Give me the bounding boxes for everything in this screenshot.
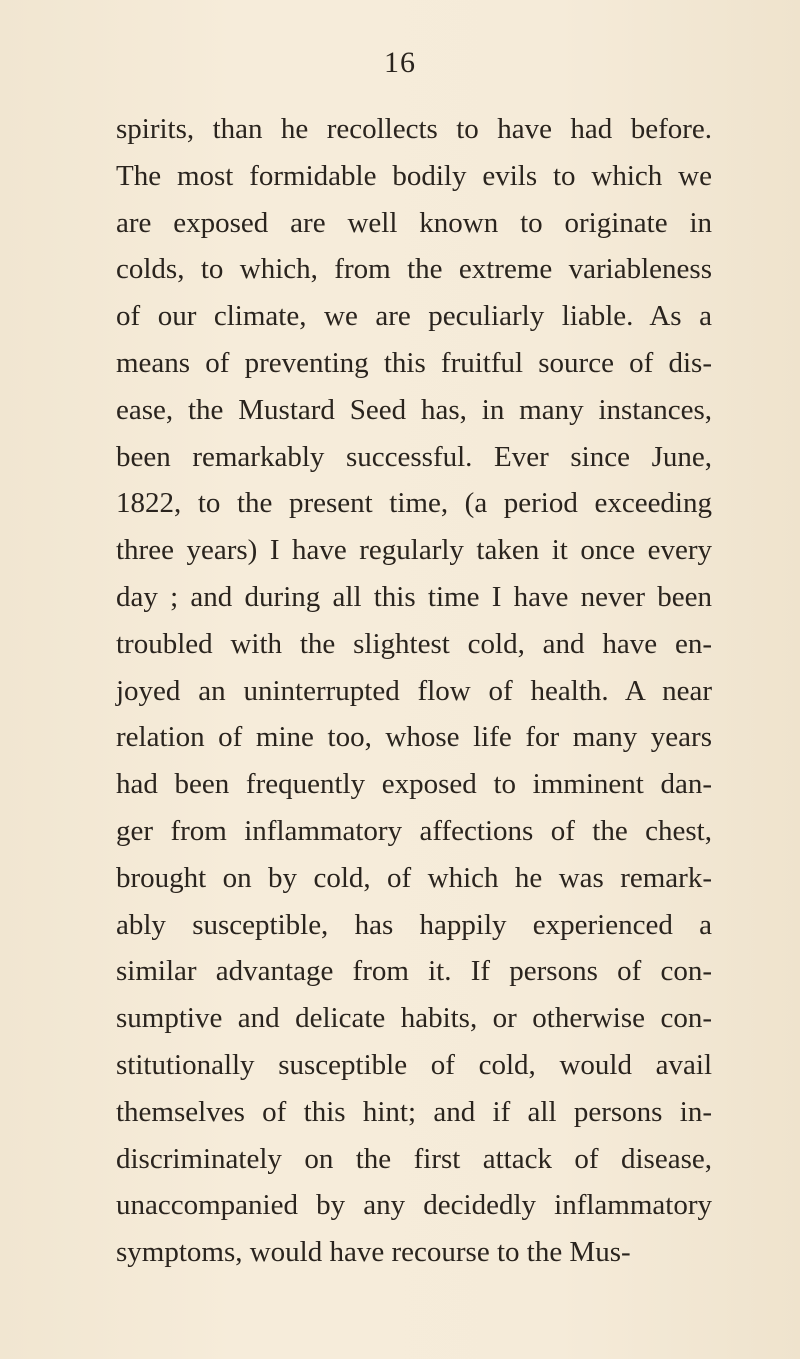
text-line: 1822, to the present time, (a period exceeding xyxy=(116,487,712,520)
text-line: The most formidable bodily evils to which we xyxy=(116,159,712,192)
text-line: means of preventing this fruitful source of dis- xyxy=(116,346,712,379)
body-text xyxy=(116,106,712,1276)
text-line: of our climate, we are peculiarly liable. As a xyxy=(116,300,712,333)
text-line: discriminately on the first attack of disease, xyxy=(116,1142,712,1175)
page-number: 16 xyxy=(384,46,416,79)
text-line: joyed an uninterrupted flow of health. A near xyxy=(116,674,712,707)
text-line: stitutionally susceptible of cold, would avail xyxy=(116,1048,712,1081)
text-line: unaccompanied by any decidedly inflammatory xyxy=(116,1189,712,1222)
text-line: similar advantage from it. If persons of con- xyxy=(116,955,712,988)
text-line: spirits, than he recollects to have had before. xyxy=(116,113,712,145)
text-line: themselves of this hint; and if all persons in- xyxy=(116,1095,712,1128)
text-line: troubled with the slightest cold, and have en- xyxy=(116,627,712,660)
text-line: colds, to which, from the extreme variableness xyxy=(116,253,712,286)
text-line: three years) I have regularly taken it once every xyxy=(116,534,712,567)
text-line: been remarkably successful. Ever since June, xyxy=(116,440,712,473)
text-line: ease, the Mustard Seed has, in many instances, xyxy=(116,393,712,426)
text-line: symptoms, would have recourse to the Mus- xyxy=(116,1236,631,1269)
text-line: brought on by cold, of which he was remark- xyxy=(116,861,712,894)
text-line: ger from inflammatory affections of the chest, xyxy=(116,814,712,847)
text-line: sumptive and delicate habits, or otherwise con- xyxy=(116,1002,712,1035)
text-line: ably susceptible, has happily experienced a xyxy=(116,908,712,941)
text-line: relation of mine too, whose life for many years xyxy=(116,721,712,754)
text-line: are exposed are well known to originate in xyxy=(116,206,712,239)
text-line: had been frequently exposed to imminent dan- xyxy=(116,768,712,801)
text-line: day ; and during all this time I have never been xyxy=(116,580,712,613)
